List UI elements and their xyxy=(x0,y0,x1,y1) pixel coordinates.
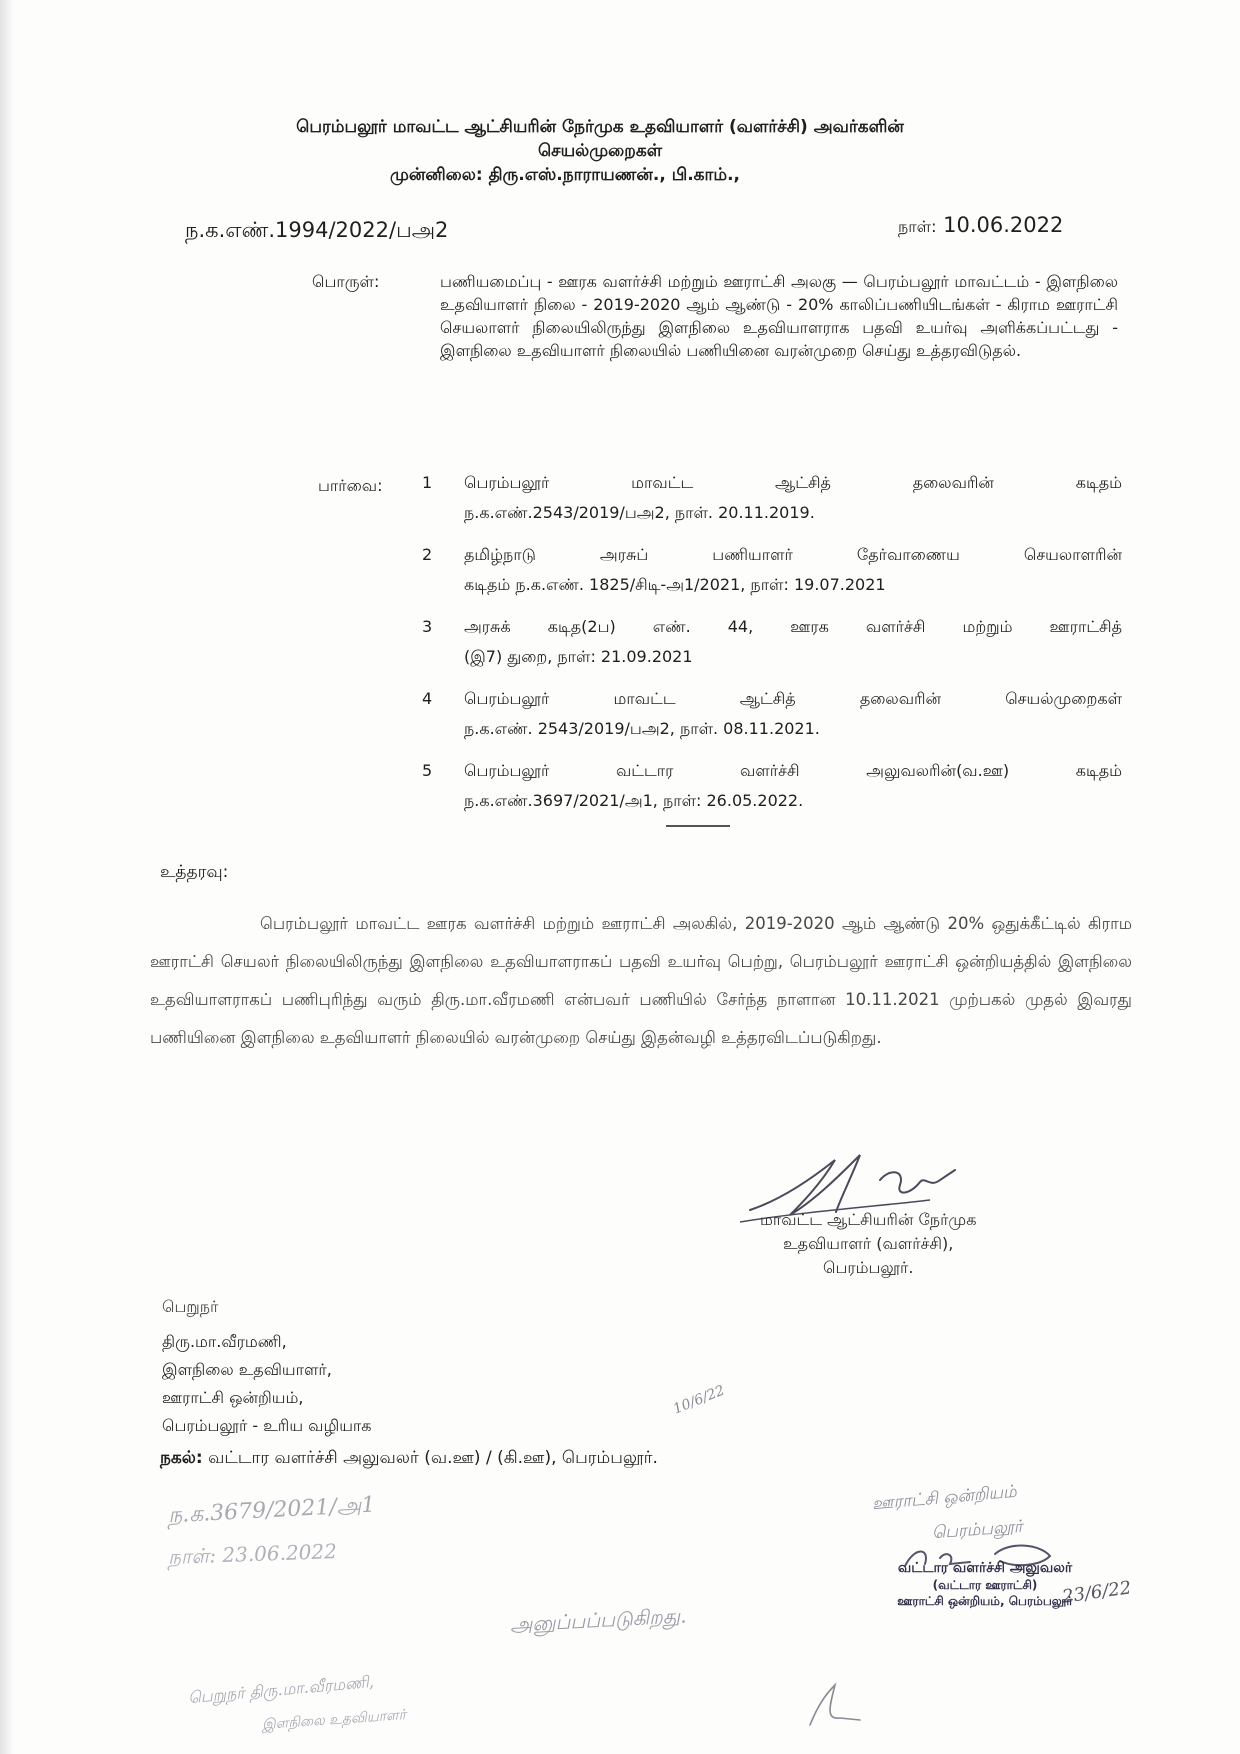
office-seal-stamp xyxy=(850,1560,1120,1610)
reference-line-1: அரசுக் கடித(2ப) எண். 44, ஊரக வளர்ச்சி மற்றும் ஊராட்சித் xyxy=(464,617,1122,636)
copy-text: வட்டார வளர்ச்சி அலுவலர் (வ.ஊ) / (கி.ஊ), பெரம்பலூர். xyxy=(208,1448,658,1468)
header-line-3: முன்னிலை: திரு.எஸ்.நாராயணன்., பி.காம்., xyxy=(389,165,741,185)
handwritten-date: நாள்: 23.06.2022 xyxy=(167,1539,338,1569)
reference-number-2: 2 xyxy=(422,545,433,564)
order-body: பெரம்பலூர் மாவட்ட ஊரக வளர்ச்சி மற்றும் ஊராட்சி அலகில், 2019-2020 ஆம் ஆண்டு 20% ஒதுக்கீட்டில் கிராம ஊராட்சி செயலர் நிலையிலிருந்து இளநிலை உதவியாளராகப் பதவி உயர்வு பெற்று, பெரம்பலூர் ஊராட்சி ஒன்றியத்தில் இளநிலை உதவியாளராகப் பணிபுரிந்து வரும் திரு.மா.வீரமணி என்பவர் பணியில் சேர்ந்த நாளான 10.11.2021 முற்பகல் முதல் இவரது பணியினை இளநிலை உதவியாளர் நிலையில் வரன்முறை செய்து இதன்வழி உத்தரவிடப்படுகிறது. xyxy=(150,914,1132,1047)
reference-number-1: 1 xyxy=(422,473,433,492)
reference-line-2: ந.க.எண்.3697/2021/அ1, நாள்: 26.05.2022. xyxy=(464,791,804,810)
stamp-line-2: (வட்டார ஊராட்சி) xyxy=(932,1578,1038,1592)
recipient-line: திரு.மா.வீரமணி, xyxy=(162,1332,287,1351)
reference-line-1: பெரம்பலூர் வட்டார வளர்ச்சி அலுவலரின்(வ.ஊ) கடிதம் xyxy=(464,761,1122,780)
references-list xyxy=(422,468,1122,828)
signatory-line-1: மாவட்ட ஆட்சியரின் நேர்முக xyxy=(760,1210,977,1229)
reference-item xyxy=(422,756,1122,816)
stamp-line-3: ஊராட்சி ஒன்றியம், பெரம்பலூர் xyxy=(897,1594,1073,1608)
reference-line-2: ந.க.எண். 2543/2019/பஅ2, நாள். 08.11.2021. xyxy=(464,719,820,738)
handwritten-bottom-line-1: பெறுநர் திரு.மா.வீரமணி, xyxy=(187,1671,375,1708)
bottom-initial-drawing xyxy=(800,1680,880,1730)
handwritten-office: ஊராட்சி ஒன்றியம் xyxy=(871,1481,1018,1515)
document-date xyxy=(898,213,1063,238)
references-label: பார்வை: xyxy=(318,476,383,495)
reference-number: ந.க.எண்.1994/2022/பஅ2 xyxy=(185,218,449,242)
date-value: 10.06.2022 xyxy=(943,213,1064,237)
reference-item xyxy=(422,468,1122,528)
stamp-line-1: வட்டார வளர்ச்சி அலுவலர் xyxy=(897,1560,1073,1576)
signatory-line-2: உதவியாளர் (வளர்ச்சி), xyxy=(783,1234,954,1253)
reference-number-5: 5 xyxy=(422,761,433,780)
handwritten-ref-number: ந.க.3679/2021/அ1 xyxy=(167,1492,376,1529)
reference-item xyxy=(422,684,1122,744)
handwritten-office-place: பெரம்பலூர் xyxy=(931,1516,1024,1544)
reference-line-2: (இ7) துறை, நாள்: 21.09.2021 xyxy=(464,647,693,666)
copy-to xyxy=(160,1448,658,1470)
document-header xyxy=(160,115,1040,187)
subject-text: பணியமைப்பு - ஊரக வளர்ச்சி மற்றும் ஊராட்சி அலகு — பெரம்பலூர் மாவட்டம் - இளநிலை உதவியாளர் நிலை - 2019-2020 ஆம் ஆண்டு - 20% காலிப்பணியிடங்கள் - கிராம ஊராட்சி செயலாளர் நிலையிலிருந்து இளநிலை உதவியாளராக பதவி உயர்வு அளிக்கப்பட்டது - இளநிலை உதவியாளர் நிலையில் பணியினை வரன்முறை செய்து உத்தரவிடுதல். xyxy=(440,272,1119,360)
order-label: உத்தரவு: xyxy=(160,862,229,882)
reference-number-3: 3 xyxy=(422,617,433,636)
header-line-2: செயல்முறைகள் xyxy=(537,141,663,161)
subject-label: பொருள்: xyxy=(312,272,380,291)
recipient-line: ஊராட்சி ஒன்றியம், xyxy=(162,1388,304,1407)
handwritten-stamp-date: 23/6/22 xyxy=(1060,1577,1133,1608)
recipient-address xyxy=(162,1328,372,1440)
reference-line-1: பெரம்பலூர் மாவட்ட ஆட்சித் தலைவரின் செயல்முறைகள் xyxy=(464,689,1122,708)
recipient-line: இளநிலை உதவியாளர், xyxy=(162,1360,332,1379)
reference-item xyxy=(422,540,1122,600)
reference-line-2: கடிதம் ந.க.எண். 1825/சிடி-அ1/2021, நாள்: 19.07.2021 xyxy=(464,575,886,594)
handwritten-received-date: 10/6/22 xyxy=(670,1382,728,1418)
reference-line-1: பெரம்பலூர் மாவட்ட ஆட்சித் தலைவரின் கடிதம் xyxy=(464,473,1122,492)
header-line-1: பெரம்பலூர் மாவட்ட ஆட்சியரின் நேர்முக உதவியாளர் (வளர்ச்சி) அவர்களின் xyxy=(296,117,904,137)
copy-label: நகல்: xyxy=(160,1448,203,1468)
signatory-block xyxy=(760,1208,976,1280)
handwritten-forwarded: அனுப்பப்படுகிறது. xyxy=(509,1603,687,1637)
reference-number-4: 4 xyxy=(422,689,433,708)
date-label: நாள்: xyxy=(898,217,937,236)
signatory-line-3: பெரம்பலூர். xyxy=(822,1258,914,1277)
recipient-label: பெறுநர் xyxy=(162,1297,219,1316)
section-separator xyxy=(666,825,730,827)
reference-line-2: ந.க.எண்.2543/2019/பஅ2, நாள். 20.11.2019. xyxy=(464,503,815,522)
recipient-line: பெரம்பலூர் - உரிய வழியாக xyxy=(162,1416,372,1435)
reference-item xyxy=(422,612,1122,672)
reference-line-1: தமிழ்நாடு அரசுப் பணியாளர் தேர்வாணைய செயலாளரின் xyxy=(464,545,1122,564)
handwritten-bottom-line-2: இளநிலை உதவியாளர் xyxy=(261,1706,407,1734)
